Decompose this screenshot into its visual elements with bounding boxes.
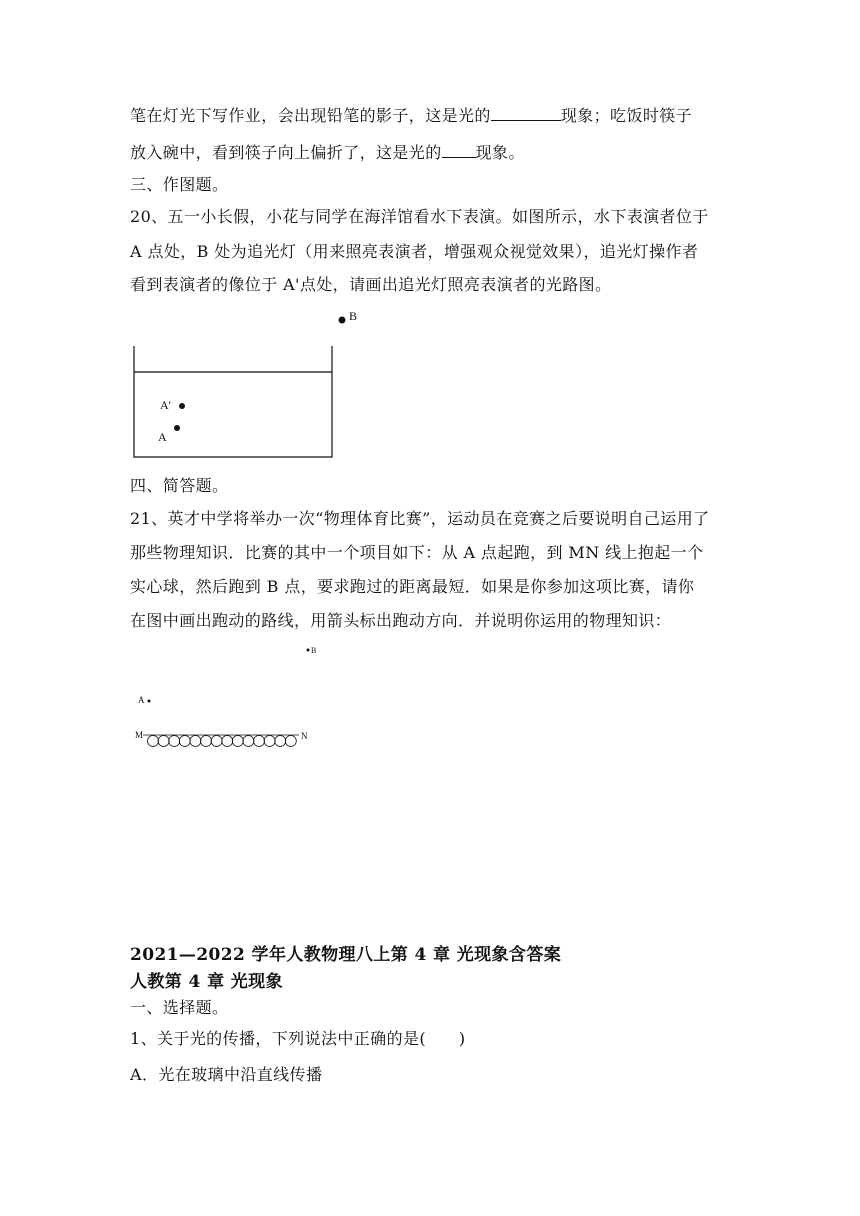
q19-line-2 — [130, 142, 525, 163]
ball — [148, 736, 159, 747]
q20-line-1: 20、五一小长假，小花与同学在海洋馆看水下表演。如图所示，水下表演者位于 — [130, 207, 709, 226]
ball — [179, 736, 190, 747]
answer-q1: 1、关于光的传播，下列说法中正确的是( ) — [130, 1029, 466, 1048]
answer-title: 2021—2022 学年人教物理八上第 4 章 光现象含答案 — [130, 945, 562, 965]
q21-figure — [125, 635, 325, 760]
q19-line-1 — [130, 105, 692, 126]
label-b: B — [349, 309, 358, 323]
ball — [232, 736, 243, 747]
ball — [264, 736, 275, 747]
ball — [201, 736, 212, 747]
label-a-prime: A' — [160, 398, 171, 412]
section-heading-short-answer: 四、简答题。 — [130, 476, 229, 495]
q20-line-3: 看到表演者的像位于 A'点处，请画出追光灯照亮表演者的光路图。 — [130, 275, 612, 294]
point-a-prime — [179, 403, 185, 409]
ball — [169, 736, 180, 747]
label-b: B — [311, 646, 317, 655]
q21-line-2: 那些物理知识．比赛的其中一个项目如下：从 A 点起跑，到 MN 线上抱起一个 — [130, 543, 704, 562]
q21-line-3: 实心球，然后跑到 B 点，要求跑过的距离最短．如果是你参加这项比赛，请你 — [130, 577, 695, 596]
q19-text-2a: 放入碗中，看到筷子向上偏折了，这是光的 — [130, 143, 442, 162]
point-a — [174, 425, 180, 431]
answer-q1-option-a: A．光在玻璃中沿直线传播 — [130, 1065, 323, 1084]
q19-text-1a: 笔在灯光下写作业，会出现铅笔的影子，这是光的 — [130, 106, 491, 125]
label-m: M — [135, 730, 144, 740]
ball — [285, 736, 296, 747]
ball — [158, 736, 169, 747]
section-heading-drawing: 三、作图题。 — [130, 175, 229, 194]
point-b — [307, 649, 310, 652]
answer-blank-1 — [491, 105, 561, 121]
label-a: A — [158, 430, 167, 444]
q19-text-2b: 现象。 — [475, 143, 525, 162]
q21-line-1: 21、英才中学将举办一次“物理体育比赛”，运动员在竞赛之后要说明自己运用了 — [130, 509, 710, 528]
label-n: N — [301, 731, 308, 741]
point-b — [339, 317, 346, 324]
answer-subtitle: 人教第 4 章 光现象 — [130, 972, 283, 992]
ball — [190, 736, 201, 747]
ball — [211, 736, 222, 747]
ball — [275, 736, 286, 747]
ball — [222, 736, 233, 747]
point-a — [148, 700, 151, 703]
answer-section-choice: 一、选择题。 — [130, 998, 229, 1017]
ball — [243, 736, 254, 747]
ball — [254, 736, 265, 747]
q19-text-1b: 现象；吃饭时筷子 — [560, 106, 693, 125]
q20-figure — [120, 300, 360, 470]
ball-row — [148, 736, 297, 747]
label-a: A — [138, 695, 145, 705]
answer-blank-2 — [442, 142, 476, 158]
q20-line-2: A 点处，B 处为追光灯（用来照亮表演者，增强观众视觉效果），追光灯操作者 — [130, 242, 699, 261]
q21-line-4: 在图中画出跑动的路线，用箭头标出跑动方向．并说明你运用的物理知识： — [130, 611, 672, 630]
